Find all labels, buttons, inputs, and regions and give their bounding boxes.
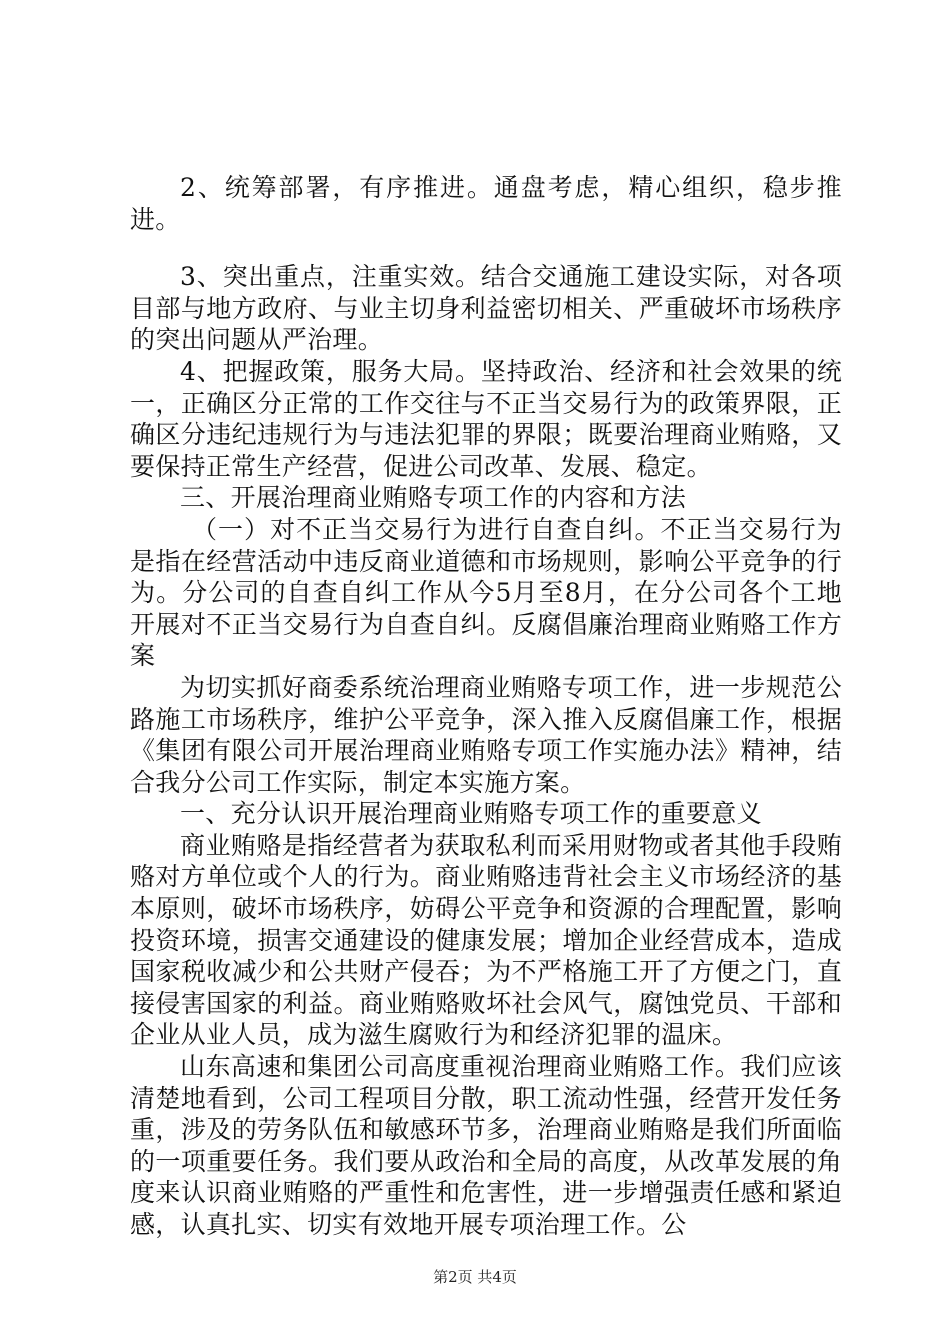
paragraph: 3、突出重点，注重实效。结合交通施工建设实际，对各项目部与地方政府、与业主切身利益密切相关、严重破坏市场秩序的突出问题从严治理。 xyxy=(130,262,842,355)
paragraph: 4、把握政策，服务大局。坚持政治、经济和社会效果的统一，正确区分正常的工作交往与不正当交易行为的政策界限，正确区分违纪违规行为与违法犯罪的界限；既要治理商业贿赂，又要保持正常生产经营，促进公司改革、发展、稳定。 xyxy=(130,356,842,481)
paragraph: 山东高速和集团公司高度重视治理商业贿赂工作。我们应该清楚地看到，公司工程项目分散，职工流动性强，经营开发任务重，涉及的劳务队伍和敏感环节多，治理商业贿赂是我们所面临的一项重要任务。我们要从政治和全局的高度，从改革发展的角度来认识商业贿赂的严重性和危害性，进一步增强责任感和紧迫感，认真扎实、切实有效地开展专项治理工作。公 xyxy=(130,1052,842,1239)
paragraph: 为切实抓好商委系统治理商业贿赂专项工作，进一步规范公路施工市场秩序，维护公平竞争，深入推入反腐倡廉工作，根据《集团有限公司开展治理商业贿赂专项工作实施办法》精神，结合我分公司工作实际，制定本实施方案。 xyxy=(130,672,842,797)
paragraph: 2、统筹部署，有序推进。通盘考虑，精心组织，稳步推进。 xyxy=(130,173,842,234)
section-heading: 三、开展治理商业贿赂专项工作的内容和方法 xyxy=(180,483,687,513)
document-body xyxy=(130,172,842,1241)
paragraph: 商业贿赂是指经营者为获取私利而采用财物或者其他手段贿赂对方单位或个人的行为。商业贿赂违背社会主义市场经济的基本原则，破坏市场秩序，妨碍公平竞争和资源的合理配置，影响投资环境，损害交通建设的健康发展；增加企业经营成本，造成国家税收减少和公共财产侵吞；为不严格施工开了方便之门，直接侵害国家的利益。商业贿赂败坏社会风气，腐蚀党员、干部和企业从业人员，成为滋生腐败行为和经济犯罪的温床。 xyxy=(130,830,842,1050)
paragraph: （一）对不正当交易行为进行自查自纠。不正当交易行为是指在经营活动中违反商业道德和市场规则，影响公平竞争的行为。分公司的自查自纠工作从今5月至8月，在分公司各个工地开展对不正当交易行为自查自纠。反腐倡廉治理商业贿赂工作方案 xyxy=(130,514,842,671)
page-footer: 第2页 共4页 xyxy=(433,1268,517,1286)
section-heading: 一、充分认识开展治理商业贿赂专项工作的重要意义 xyxy=(180,799,762,829)
